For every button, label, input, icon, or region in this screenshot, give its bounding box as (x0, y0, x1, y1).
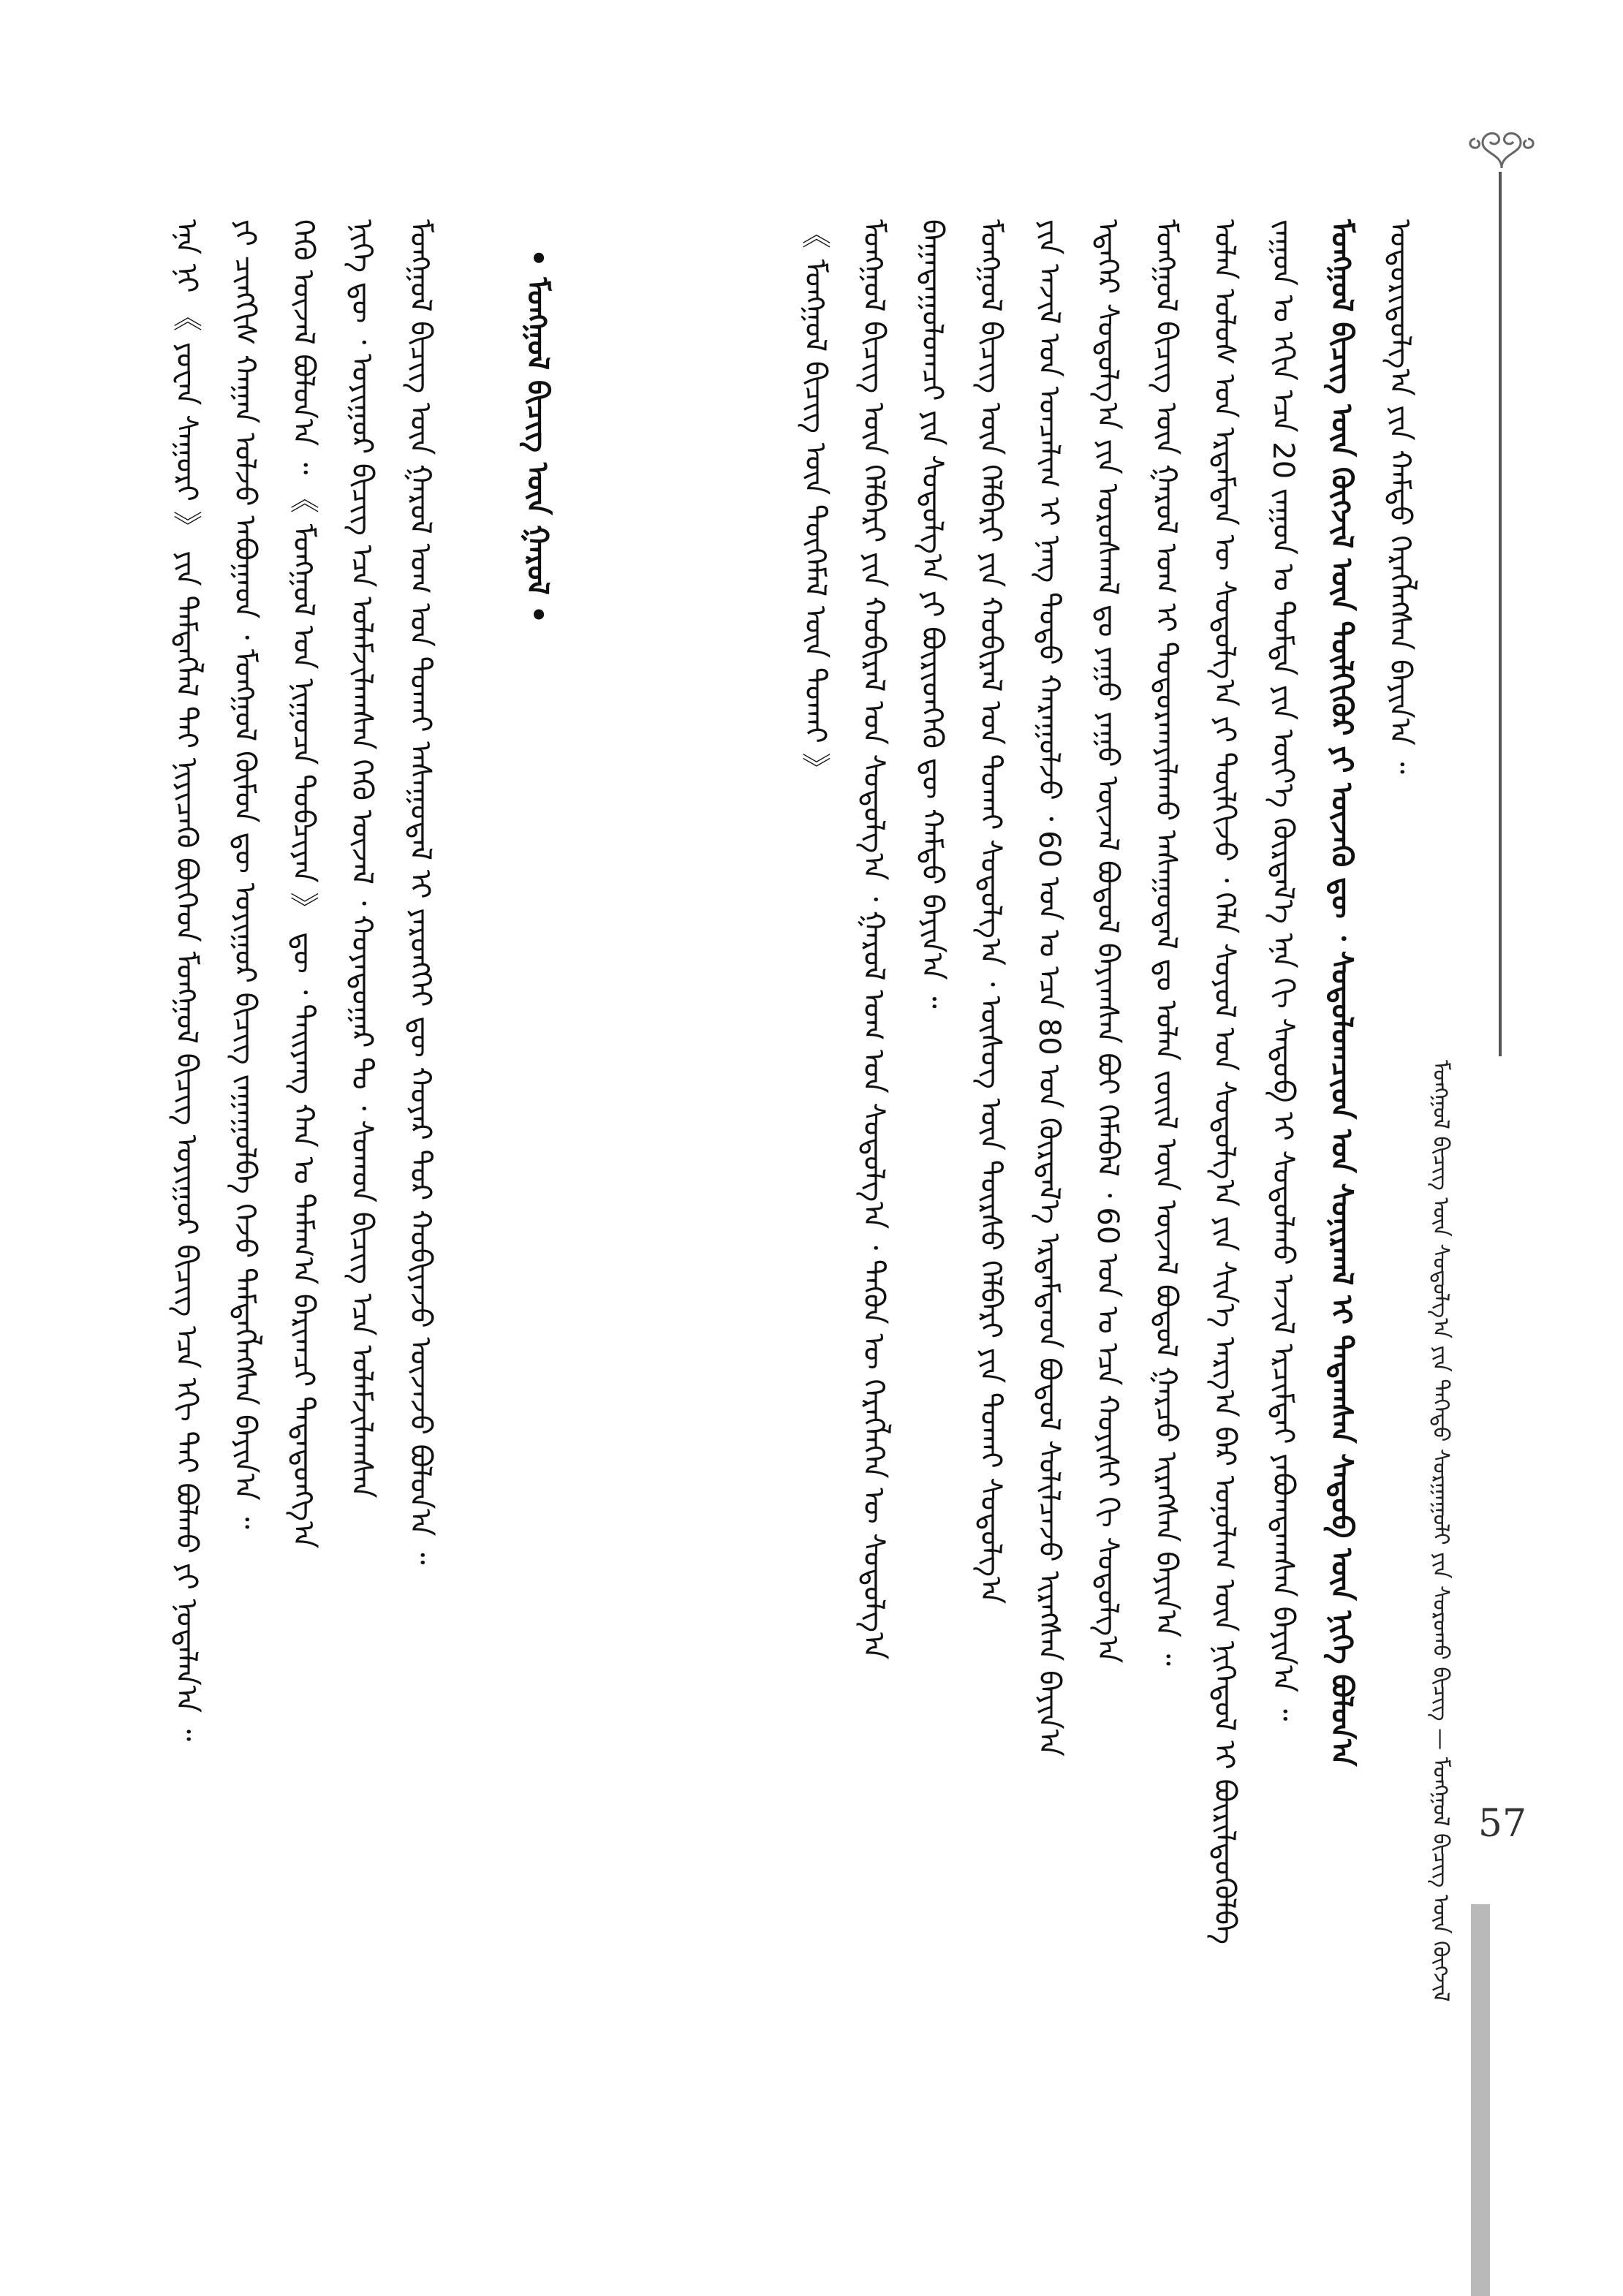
text-column: ᠵᠠᠭᠤᠨ ᠤ ᠡᠬᠢᠨ ᠡᠴᠡ 20 ᠵᠠᠭᠤᠨ ᠤ ᠳᠤᠮᠳᠠ ᠶᠢᠨ ᠦᠶ᠎ᠡ ᠬᠦᠷᠲᠡᠯ᠎ᠡ ᠡᠨᠡ ᠬᠢ ᠰᠡᠳᠦᠪ ᠢ ᠰᠤᠳᠤᠯᠬᠤ ᠠᠵᠢᠯ ᠡᠷᠴᠢᠮᠲᠡᠢ ᠶᠠᠪᠤᠭᠳᠠᠭᠰᠠᠨ ᠪᠠᠶᠢᠨ᠎ᠠ ᠃ (1266, 219, 1300, 1721)
text-column: ᠣᠯᠠᠨ ᠤᠯᠤᠰ ᠤᠨ ᠡᠷᠳᠡᠮᠲᠡᠨ ᠦ ᠰᠤᠳᠤᠯᠭ᠎ᠠ ᠶᠢ ᠲᠦᠯᠬᠢᠵᠦ ᠂ ᠬᠡᠯᠡ ᠰᠣᠶᠣᠯ ᠤᠨ ᠰᠤᠳᠤᠯᠭ᠎ᠠ ᠶᠢᠨ ᠰᠢᠨ᠎ᠡ ᠠᠷᠭ᠎ᠠ ᠪᠠᠷ ᠣᠨᠣᠯᠢᠭ ᠦᠨ ᠨᠢᠭᠡᠳᠦᠯ ᠢ ᠪᠦᠷᠢᠯᠳᠦᠭᠦᠯᠪᠡ (1208, 219, 1241, 1945)
text-column: ᠮᠣᠩᠭᠣᠯ ᠪᠢᠴᠢᠭ᠌ ᠦᠨ ᠭᠠᠷᠤᠯ ᠤᠭ ᠢ ᠲᠣᠳᠤᠷᠬᠠᠶᠢᠯᠠᠬᠤ ᠠᠰᠠᠭᠤᠳᠠᠯ ᠳᠤ ᠣᠯᠠᠨ ᠵᠦᠢᠯ ᠦᠨ ᠦᠵᠡᠯ ᠪᠣᠳᠤᠯ ᠭᠠᠷᠴᠤ ᠢᠷᠡᠭᠰᠡᠨ ᠪᠠᠶᠢᠨ᠎ᠠ ᠃ (1149, 219, 1183, 1666)
text-column: ᠮᠣᠩᠭᠣᠯ ᠪᠢᠴᠢᠭ᠌ ᠦᠨ ᠬᠡᠯᠪᠡᠷᠢ ᠶᠢᠨ ᠬᠤᠪᠢᠷᠠᠯ ᠤᠨ ᠲᠤᠬᠠᠢ ᠰᠤᠳᠤᠯᠭ᠎ᠠ ᠂ ᠦᠰᠦᠭ ᠦᠨ ᠳᠦᠷᠰᠦ ᠬᠡᠯᠪᠡᠷᠢ ᠶᠢᠨ ᠲᠤᠬᠠᠢ ᠰᠤᠳᠤᠯᠭ᠎ᠠ (974, 219, 1007, 1604)
page-number: 57 (1478, 1802, 1527, 1846)
text-column: ᠮᠣᠩᠭᠣᠯ ᠪᠢᠴᠢᠭ᠌ ᠦᠨ ᠬᠡᠯᠪᠡᠷᠢ ᠶᠢᠨ ᠬᠤᠪᠢᠷᠠᠯ ᠤᠨ ᠰᠤᠳᠤᠯᠭ᠎ᠠ ᠂ ᠭᠠᠷᠤᠯ ᠤᠭ ᠤᠨ ᠰᠤᠳᠤᠯᠭ᠎ᠠ ᠂ ᠲᠡᠭᠦᠨ ᠦ ᠬᠡᠷᠡᠭᠯᠡᠭᠡᠨ ᠦ ᠰᠤᠳᠤᠯᠭ᠎ᠠ (857, 219, 890, 1660)
running-header: ᠮᠣᠩᠭᠣᠯ ᠪᠢᠴᠢᠭ᠌ ᠦᠨ ᠰᠤᠳᠤᠯᠭ᠎ᠠ ᠶᠢᠨ ᠳᠡᠭᠡᠳᠦ ᠰᠤᠷᠭᠠᠭᠤᠯᠢ ᠶᠢᠨ ᠰᠤᠷᠤᠬᠤ ᠪᠢᠴᠢᠭ᠌ — ᠮᠣᠩᠭᠣᠯ ᠪᠢᠴᠢᠭ᠌ ᠦᠨ ᠬᠥᠭᠵᠢᠯ (1428, 1060, 1453, 2002)
text-column: ᠮᠣᠩᠭᠣᠯ ᠪᠢᠴᠢᠭ᠌ ᠦᠨ ᠬᠥᠭᠵᠢᠯ ᠦᠨ ᠲᠦᠯᠬᠢᠭᠦᠷ ᠶᠢ ᠦᠵᠡᠬᠦ ᠳᠦ ᠂ ᠰᠤᠳᠤᠯᠤᠭᠴᠢᠳ ᠤᠨ ᠰᠣᠨᠢᠷᠬᠠᠯ ᠢ ᠲᠠᠲᠠᠭᠰᠠᠨ ᠰᠡᠳᠦᠪ ᠦᠨ ᠨᠢᠭᠡ ᠪᠣᠯᠤᠨ᠎ᠠ (1325, 219, 1358, 1767)
text-column: ᠡᠨᠡ ᠨᠢ 《 ᠶᠤᠸᠠᠨ ᠰᠠᠭᠤᠷᠢ 》 ᠶᠢᠨ ᠲᠡᠮᠳᠡᠭᠯᠡᠯ ᠲᠡᠢ ᠨᠢᠶᠢᠴᠡᠬᠦ ᠪᠥᠭᠡᠳ ᠮᠣᠩᠭᠣᠯ ᠪᠢᠴᠢᠭ᠌ ᠤᠶᠢᠭᠤᠷ ᠪᠢᠴᠢᠭ᠌ ᠡᠴᠡ ᠡᠬᠢ ᠲᠠᠢ ᠪᠣᠯᠬᠤ ᠶᠢ ᠨᠣᠲᠠᠯᠠᠨ᠎ᠠ ᠃ (170, 219, 203, 1742)
header-ornament-icon (1461, 124, 1543, 171)
text-column: 《 ᠮᠣᠩᠭᠣᠯ ᠪᠢᠴᠢᠭ᠌ ᠦᠨ ᠲᠦᠭᠡᠮᠡᠯ ᠦᠨ ᠲᠤᠬᠠᠢ 》 (798, 219, 832, 783)
page-edge-tab (1471, 1904, 1490, 2296)
text-column: ᠶᠢ ᠴᠢᠩᠭᠢᠰ ᠬᠠᠭᠠᠨ ᠣᠯᠵᠤ ᠠᠪᠤᠭᠠᠳ ᠂ ᠮᠣᠩᠭᠣᠯ ᠬᠦᠮᠦᠨ ᠳᠦ ᠤᠶᠢᠭᠤᠷ ᠪᠢᠴᠢᠭ᠌ ᠵᠠᠭᠠᠭᠤᠯᠪᠠ ᠭᠡᠵᠦ ᠲᠡᠮᠳᠡᠭᠯᠡᠭᠰᠡᠨ ᠪᠠᠶᠢᠨ᠎ᠠ ᠃ (228, 219, 262, 1529)
text-column: ᠨᠢᠭᠡ ᠳᠦ ᠂ ᠤᠶᠢᠭᠤᠷ ᠪᠢᠴᠢᠭ᠌ ᠡᠴᠡ ᠤᠯᠠᠮᠵᠢᠯᠠᠭᠰᠠᠨ ᠭᠡᠬᠦ ᠦᠵᠡᠯ ᠂ ᠬᠣᠶᠠᠳᠤᠭᠠᠷ ᠲᠤ ᠂ ᠰᠣᠭᠳ ᠪᠢᠴᠢᠭ᠌ ᠡᠴᠡ ᠤᠯᠠᠮᠵᠢᠯᠠᠭᠰᠠᠨ (345, 219, 379, 1499)
text-column: ᠭᠡᠬᠦ ᠦᠵᠡᠯ ᠪᠣᠯᠤᠨ᠎ᠠ ᠃ 《 ᠮᠣᠩᠭᠣᠯ ᠤᠨ ᠨᠢᠭᠤᠴᠠ ᠲᠣᠪᠴᠢᠶᠠᠨ 》 ᠳᠦ ᠂ ᠲᠠᠢᠶᠠᠩ ᠬᠠᠨ ᠤ ᠲᠠᠮᠠᠭ᠎ᠠ ᠪᠠᠷᠢᠭᠴᠢ ᠲᠠᠲᠠᠲᠤᠩᠭ᠎ᠠ (287, 219, 320, 1549)
text-column: ᠶᠢᠨ ᠠᠵᠢᠯ ᠤᠨ ᠣᠨᠴᠠᠯᠢᠭ ᠢ ᠨᠡᠩ ᠲᠣᠳᠣ ᠬᠠᠷᠠᠭᠤᠯᠵᠤ ᠂ 60 ᠣᠨ ᠤ ᠡᠴᠡ 80 ᠣᠨ ᠬᠦᠷᠲᠡᠯ᠎ᠡ ᠡᠷᠳᠡᠮᠲᠡᠳ ᠪᠣᠳᠤᠯ ᠰᠣᠯᠢᠯᠴᠠᠵᠤ ᠢᠷᠡᠭᠰᠡᠨ ᠪᠠᠶᠢᠨ᠎ᠠ (1032, 219, 1066, 1757)
text-column: ᠤᠳᠤᠷᠢᠳᠤᠯᠭ᠎ᠠ ᠶᠢᠨ ᠬᠠᠮᠲᠤ ᠬᠡᠷᠡᠭᠯᠡᠭᠰᠡᠨ ᠪᠠᠶᠢᠨ᠎ᠠ ᠃ (1383, 219, 1417, 774)
header-rule (1499, 172, 1502, 1056)
text-column: ᠮᠣᠩᠭᠣᠯ ᠪᠢᠴᠢᠭ᠌ ᠦᠨ ᠭᠠᠷᠤᠯ ᠤᠭ ᠤᠨ ᠲᠤᠬᠠᠢ ᠠᠰᠠᠭᠤᠳᠠᠯ ᠢ ᠶᠡᠷᠦᠩᠬᠡᠢ ᠳᠦ ᠬᠣᠶᠠᠷ ᠳᠤᠷ ᠬᠤᠪᠢᠶᠠᠵᠤ ᠦᠵᠡᠵᠦ ᠪᠣᠯᠤᠨ᠎ᠠ ᠃ (404, 219, 437, 1565)
text-column: ᠪᠠᠭᠠᠳᠠᠭᠤᠯᠤᠭᠴᠢ ᠶᠢᠨ ᠰᠤᠳᠤᠯᠭ᠎ᠠ ᠶᠢ ᠪᠦᠷᠢᠳᠬᠡᠬᠦ ᠳᠦ ᠬᠠᠮᠲᠤ ᠪᠠᠶᠢᠨ᠎ᠠ ᠃ (915, 219, 949, 1009)
text-column: ᠡᠳᠡᠭᠡᠷ ᠰᠤᠳᠤᠯᠭ᠎ᠠ ᠶᠢᠨ ᠤᠷᠤᠰᠬᠠᠯ ᠳᠤ ᠶᠠᠭᠤ ᠶᠠᠭᠤ ᠦᠵᠡᠯ ᠪᠣᠳᠤᠯ ᠪᠠᠶᠢᠭᠰᠠᠨ ᠪᠤᠢ ᠬᠡᠮᠡᠪᠡᠯ ᠂ 60 ᠣᠨ ᠤ ᠡᠴᠡ ᠬᠣᠶᠢᠰᠢ ᠬᠢ ᠰᠤᠳᠤᠯᠭ᠎ᠠ (1091, 219, 1124, 1664)
section-heading: • ᠮᠣᠩᠭᠣᠯ ᠪᠢᠴᠢᠭ᠌ ᠦᠨ ᠭᠠᠷᠤᠯ • (521, 249, 554, 624)
